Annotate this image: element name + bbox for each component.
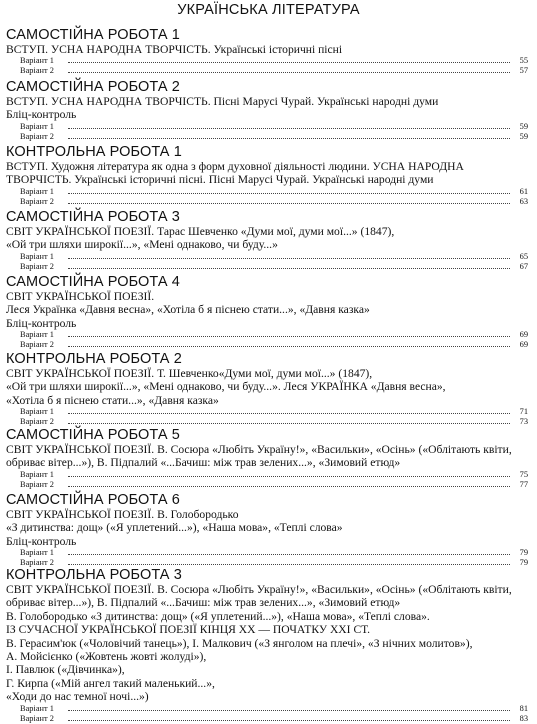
toc-section <box>6 567 530 724</box>
dot-leader <box>68 413 510 414</box>
section-topic-line: СВІТ УКРАЇНСЬКОЇ ПОЕЗІЇ. Т. Шевченко«Думи мої, думи мої...» (1847), <box>6 367 373 380</box>
variant-page-number: 77 <box>519 479 528 489</box>
section-topic-line: Бліц-контроль <box>6 108 77 122</box>
variant-entry[interactable] <box>6 330 530 340</box>
variant-page-number: 69 <box>519 340 528 350</box>
variant-page-number: 83 <box>519 713 528 723</box>
variant-page-number: 61 <box>519 186 528 196</box>
section-topic-line: ІЗ СУЧАСНОЇ УКРАЇНСЬКОЇ ПОЕЗІЇ КІНЦЯ XX — ПОЧАТКУ XXI СТ. <box>6 623 370 637</box>
section-heading: КОНТРОЛЬНА РОБОТА 3 <box>6 567 182 583</box>
variant-entry[interactable] <box>6 187 530 197</box>
section-topic-line: ВСТУП. УСНА НАРОДНА ТВОРЧІСТЬ. Українські історичні пісні <box>6 43 343 56</box>
dot-leader <box>68 720 510 721</box>
dot-leader <box>68 193 510 194</box>
variant-page-number: 79 <box>519 558 528 568</box>
dot-leader <box>68 476 510 477</box>
section-topic-line: обриває вітер...»), В. Підпалий «...Бачиш: між трав зелених...», «Зимовий етюд» <box>6 596 401 610</box>
toc-section <box>6 427 530 490</box>
dot-leader <box>68 203 510 204</box>
variant-entry[interactable] <box>6 340 530 350</box>
section-topic-line: «Хотіла б я піснею стати...», «Давня казка» <box>6 393 219 407</box>
variant-label: Варіант 1 <box>20 330 54 340</box>
variant-page-number: 63 <box>519 196 528 206</box>
toc-section <box>6 79 530 142</box>
variant-label: Варіант 1 <box>20 251 54 261</box>
variant-page-number: 67 <box>519 261 528 271</box>
dot-leader <box>68 554 510 555</box>
toc-section <box>6 351 530 427</box>
variant-label: Варіант 2 <box>20 479 54 489</box>
section-topic-line: «Ой три шляхи широкії...», «Мені однаково, чи буду...» <box>6 238 278 252</box>
variant-label: Варіант 2 <box>20 196 54 206</box>
variant-entry[interactable] <box>6 252 530 262</box>
section-topic-line: ВСТУП. Художня література як одна з форм духовної діяльності людини. УСНА НАРОДНА <box>6 160 464 173</box>
variant-entry[interactable] <box>6 66 530 76</box>
dot-leader <box>68 423 510 424</box>
variant-label: Варіант 1 <box>20 469 54 479</box>
variant-label: Варіант 2 <box>20 713 54 723</box>
variant-entry[interactable] <box>6 704 530 714</box>
dot-leader <box>68 72 510 73</box>
variant-label: Варіант 2 <box>20 558 54 568</box>
variant-entry[interactable] <box>6 132 530 142</box>
dot-leader <box>68 258 510 259</box>
variant-label: Варіант 2 <box>20 417 54 427</box>
variant-entry[interactable] <box>6 262 530 272</box>
section-topic-line: ТВОРЧІСТЬ. Українські історичні пісні. Пісні Марусі Чурай. Українські народні думи <box>6 173 434 187</box>
toc-section <box>6 492 530 568</box>
section-topic-line: «Ой три шляхи широкії...», «Мені однаково, чи буду...». Леся УКРАЇНКА «Давня весна», <box>6 380 446 394</box>
section-topic-line: В. Герасим'юк («Чоловічий танець»), І. Малкович («З янголом на плечі», «З нічних молитов»), <box>6 636 473 650</box>
variant-label: Варіант 2 <box>20 131 54 141</box>
section-topic-line: СВІТ УКРАЇНСЬКОЇ ПОЕЗІЇ. В. Голобородько <box>6 508 239 521</box>
section-topic-line: СВІТ УКРАЇНСЬКОЇ ПОЕЗІЇ. В. Сосюра «Любіть Україну!», «Васильки», «Осінь» («Облітають квіти, <box>6 443 512 456</box>
variant-page-number: 57 <box>519 66 528 76</box>
dot-leader <box>68 138 510 139</box>
section-heading: САМОСТІЙНА РОБОТА 5 <box>6 427 180 443</box>
variant-page-number: 75 <box>519 469 528 479</box>
section-heading: САМОСТІЙНА РОБОТА 3 <box>6 209 180 225</box>
variant-label: Варіант 2 <box>20 340 54 350</box>
variant-entry[interactable] <box>6 548 530 558</box>
section-topic-line: обриває вітер...»), В. Підпалий «...Бачиш: між трав зелених...», «Зимовий етюд» <box>6 456 401 470</box>
variant-page-number: 69 <box>519 330 528 340</box>
variant-entry[interactable] <box>6 470 530 480</box>
toc-section <box>6 209 530 272</box>
variant-entry[interactable] <box>6 417 530 427</box>
variant-label: Варіант 1 <box>20 407 54 417</box>
dot-leader <box>68 346 510 347</box>
section-heading: КОНТРОЛЬНА РОБОТА 2 <box>6 351 182 367</box>
variant-page-number: 65 <box>519 251 528 261</box>
section-topic-line: Бліц-контроль <box>6 316 77 330</box>
section-heading: САМОСТІЙНА РОБОТА 1 <box>6 27 180 43</box>
section-topic-line: СВІТ УКРАЇНСЬКОЇ ПОЕЗІЇ. В. Сосюра «Любіть Україну!», «Васильки», «Осінь» («Облітають квіти, <box>6 583 512 596</box>
variant-label: Варіант 1 <box>20 703 54 713</box>
variant-page-number: 81 <box>519 703 528 713</box>
variant-entry[interactable] <box>6 122 530 132</box>
section-topic-line: В. Голобородько «З дитинства: дощ» («Я уплетений...»), «Наша мова», «Теплі слова». <box>6 609 430 623</box>
dot-leader <box>68 486 510 487</box>
section-topic-line: СВІТ УКРАЇНСЬКОЇ ПОЕЗІЇ. <box>6 290 155 303</box>
section-topic-line: І. Павлюк («Дівчинка»), <box>6 663 125 677</box>
variant-entry[interactable] <box>6 56 530 66</box>
variant-page-number: 79 <box>519 548 528 558</box>
variant-label: Варіант 2 <box>20 261 54 271</box>
section-heading: САМОСТІЙНА РОБОТА 6 <box>6 492 180 508</box>
page-title: УКРАЇНСЬКА ЛІТЕРАТУРА <box>177 2 360 18</box>
dot-leader <box>68 710 510 711</box>
variant-page-number: 73 <box>519 417 528 427</box>
variant-entry[interactable] <box>6 714 530 724</box>
section-topic-line: Г. Кирпа («Мій ангел такий маленький...», <box>6 676 215 690</box>
section-topic-line: «Ходи до нас темної ночі...») <box>6 690 149 704</box>
section-heading: САМОСТІЙНА РОБОТА 4 <box>6 274 180 290</box>
section-topic-line: А. Мойсієнко («Жовтень жовті жолуді»), <box>6 650 207 664</box>
variant-label: Варіант 1 <box>20 548 54 558</box>
variant-label: Варіант 1 <box>20 186 54 196</box>
dot-leader <box>68 564 510 565</box>
toc-section <box>6 144 530 207</box>
variant-label: Варіант 1 <box>20 121 54 131</box>
section-topic-line: ВСТУП. УСНА НАРОДНА ТВОРЧІСТЬ. Пісні Марусі Чурай. Українські народні думи <box>6 95 439 108</box>
section-topic-line: Бліц-контроль <box>6 534 77 548</box>
variant-entry[interactable] <box>6 480 530 490</box>
dot-leader <box>68 336 510 337</box>
variant-label: Варіант 2 <box>20 66 54 76</box>
section-topic-line: Леся Українка «Давня весна», «Хотіла б я піснею стати...», «Давня казка» <box>6 303 370 317</box>
dot-leader <box>68 128 510 129</box>
toc-section <box>6 27 530 76</box>
section-heading: САМОСТІЙНА РОБОТА 2 <box>6 79 180 95</box>
variant-label: Варіант 1 <box>20 56 54 66</box>
variant-page-number: 71 <box>519 407 528 417</box>
variant-page-number: 59 <box>519 131 528 141</box>
toc-section <box>6 274 530 350</box>
variant-entry[interactable] <box>6 407 530 417</box>
section-heading: КОНТРОЛЬНА РОБОТА 1 <box>6 144 182 160</box>
dot-leader <box>68 62 510 63</box>
variant-entry[interactable] <box>6 197 530 207</box>
variant-page-number: 59 <box>519 121 528 131</box>
dot-leader <box>68 268 510 269</box>
variant-page-number: 55 <box>519 56 528 66</box>
section-topic-line: СВІТ УКРАЇНСЬКОЇ ПОЕЗІЇ. Тарас Шевченко «Думи мої, думи мої...» (1847), <box>6 225 395 238</box>
section-topic-line: «З дитинства: дощ» («Я уплетений...»), «Наша мова», «Теплі слова» <box>6 521 343 535</box>
